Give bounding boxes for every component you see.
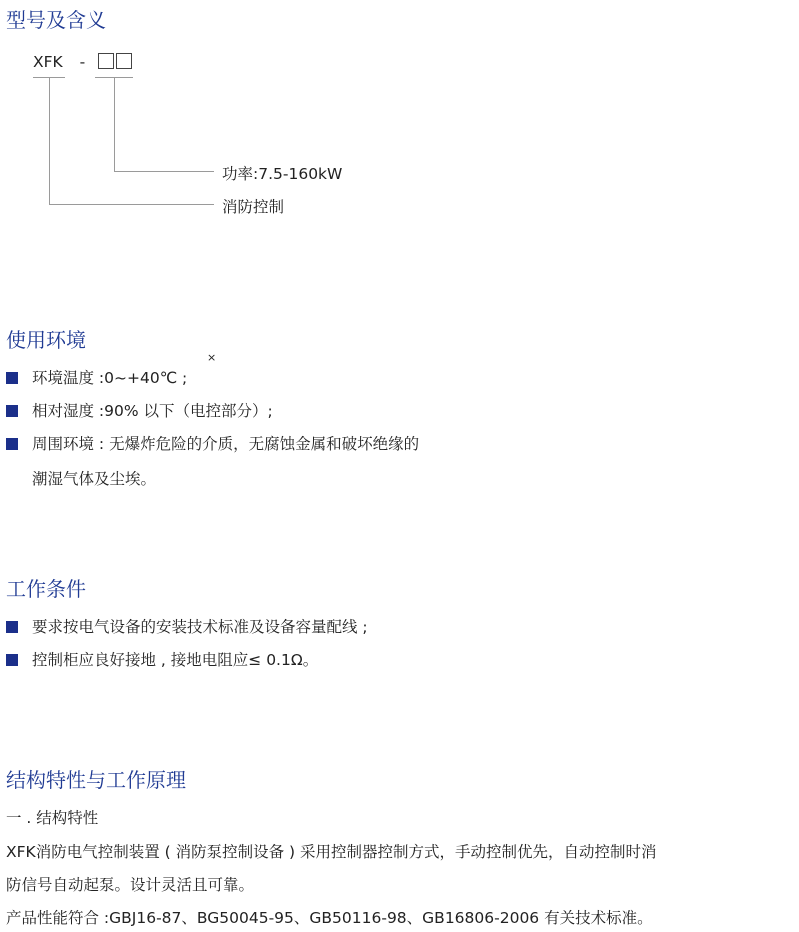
structure-line-1: XFK消防电气控制装置 ( 消防泵控制设备 ) 采用控制器控制方式，手动控制优先，自动控制时消 [6, 843, 657, 861]
model-code-row [33, 53, 134, 71]
environment-heading: 使用环境 [6, 328, 86, 352]
structure-subheading: 一 . 结构特性 [6, 809, 99, 827]
env-item-temperature: 环境温度 :0~+40℃ ; [32, 369, 188, 387]
bullet-icon [6, 654, 18, 666]
power-connector-vertical [114, 77, 115, 172]
power-placeholder-box [98, 53, 114, 69]
condition-item-wiring: 要求按电气设备的安装技术标准及设备容量配线 ; [32, 618, 368, 636]
structure-line-2: 防信号自动起泵。设计灵活且可靠。 [6, 876, 255, 894]
power-placeholder-box [116, 53, 132, 69]
bullet-icon [6, 372, 18, 384]
control-connector-vertical [49, 77, 50, 205]
model-code: XFK [33, 53, 63, 71]
bullet-icon [6, 438, 18, 450]
env-item-humidity: 相对湿度 :90% 以下（电控部分）; [32, 402, 273, 420]
bullet-icon [6, 405, 18, 417]
control-connector-horizontal [49, 204, 214, 205]
structure-heading: 结构特性与工作原理 [6, 768, 186, 792]
model-dash: - [79, 53, 86, 71]
power-label: 功率:7.5-160kW [222, 165, 343, 183]
env-item-surroundings-cont: 潮湿气体及尘埃。 [32, 470, 157, 488]
env-item-surroundings: 周围环境 : 无爆炸危险的介质，无腐蚀金属和破坏绝缘的 [32, 435, 420, 453]
small-mark: × [207, 351, 217, 364]
control-label: 消防控制 [222, 198, 285, 216]
conditions-heading: 工作条件 [6, 577, 86, 601]
model-heading: 型号及含义 [6, 8, 106, 32]
condition-item-grounding: 控制柜应良好接地 , 接地电阻应≤ 0.1Ω。 [32, 651, 319, 669]
structure-line-3: 产品性能符合 :GBJ16-87、BG50045-95、GB50116-98、GB16806-2006 有关技术标准。 [6, 909, 653, 927]
bullet-icon [6, 621, 18, 633]
power-connector-horizontal [114, 171, 214, 172]
